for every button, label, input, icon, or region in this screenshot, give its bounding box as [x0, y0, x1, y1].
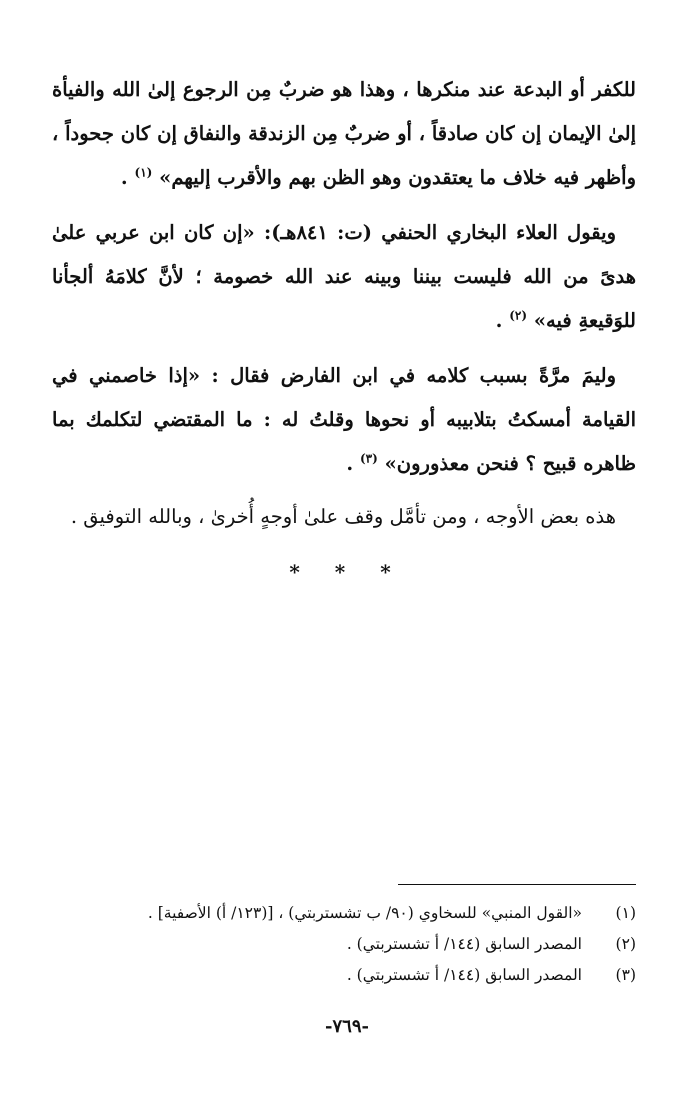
paragraph-3: وليمَ مرَّةً بسبب كلامه في ابن الفارض فقال : «إذا خاصمني في القيامة أمسكتُ بتلابيبه أو نحوها وقلتُ له : ما المقتضي لتكلمك بما ظاهره قبيح ؟ فنحن معذورون» $^{(٣)}$ . [52, 364, 636, 475]
paragraph-1-text: للكفر أو البدعة عند منكرها ، وهذا هو ضربٌ مِن الرجوع إلىٰ الله والفيأة إلىٰ الإيمان إن كان صادقاً ، أو ضربٌ مِن الزندقة والنفاق إن كان جحوداً ، وأظهر فيه خلاف ما يعتقدون وهو الظن بهم والأقرب إليهم» [52, 78, 636, 189]
footnote-3 [40, 960, 636, 991]
footnote-text: المصدر السابق (١٤٤/ أ تشستربتي) . [346, 935, 582, 953]
footnote-number: (١) [615, 904, 636, 922]
paragraph-3-text: وليمَ مرَّةً بسبب كلامه في ابن الفارض فقال : «إذا خاصمني في القيامة أمسكتُ بتلابيبه أو نحوها وقلتُ له : ما المقتضي لتكلمك بما ظاهره قبيح ؟ فنحن معذورون» [52, 364, 636, 475]
footnote-ref-2: (٢) [509, 308, 528, 323]
paragraph-4-text: هذه بعض الأوجه ، ومن تأمَّل وقف علىٰ أوجهٍ أُخرىٰ ، وبالله التوفيق . [70, 505, 616, 528]
footnote-ref-3: (٣) [359, 451, 378, 466]
footnote-divider [398, 884, 636, 885]
footnote-number: (٢) [615, 935, 636, 953]
footnote-ref-1: (١) [134, 165, 153, 180]
footnote-number: (٣) [615, 966, 636, 984]
paragraph-2-text: ويقول العلاء البخاري الحنفي (ت: ٨٤١هـ): «إن كان ابن عربي علىٰ هدىً من الله فليست بيننا وبينه عند الله خصومة ؛ لأنَّ كلامَهُ ألجأنا للوَقيعةِ فيه» [52, 221, 636, 332]
section-separator: * * * [289, 560, 405, 584]
footnote-text: «القول المنبي» للسخاوي (٩٠/ ب تشستربتي) ، [(١٢٣/ أ) الأصفية] . [147, 904, 582, 922]
footnote-2 [40, 929, 636, 960]
footnotes [40, 898, 636, 991]
main-text [52, 68, 636, 550]
page-number: -٧٦٩- [325, 1016, 369, 1037]
paragraph-2: ويقول العلاء البخاري الحنفي (ت: ٨٤١هـ): «إن كان ابن عربي علىٰ هدىً من الله فليست بيننا وبينه عند الله خصومة ؛ لأنَّ كلامَهُ ألجأنا للوَقيعةِ فيه» $^{(٢)}$ . [52, 221, 636, 332]
footnote-text: المصدر السابق (١٤٤/ أ تشستربتي) . [346, 966, 582, 984]
footnote-1 [40, 898, 636, 929]
paragraph-1: للكفر أو البدعة عند منكرها ، وهذا هو ضربٌ مِن الرجوع إلىٰ الله والفيأة إلىٰ الإيمان إن كان صادقاً ، أو ضربٌ مِن الزندقة والنفاق إن كان جحوداً ، وأظهر فيه خلاف ما يعتقدون وهو الظن بهم والأقرب إليهم» $^{(١)}$ . [52, 78, 636, 189]
paragraph-4 [52, 495, 636, 539]
